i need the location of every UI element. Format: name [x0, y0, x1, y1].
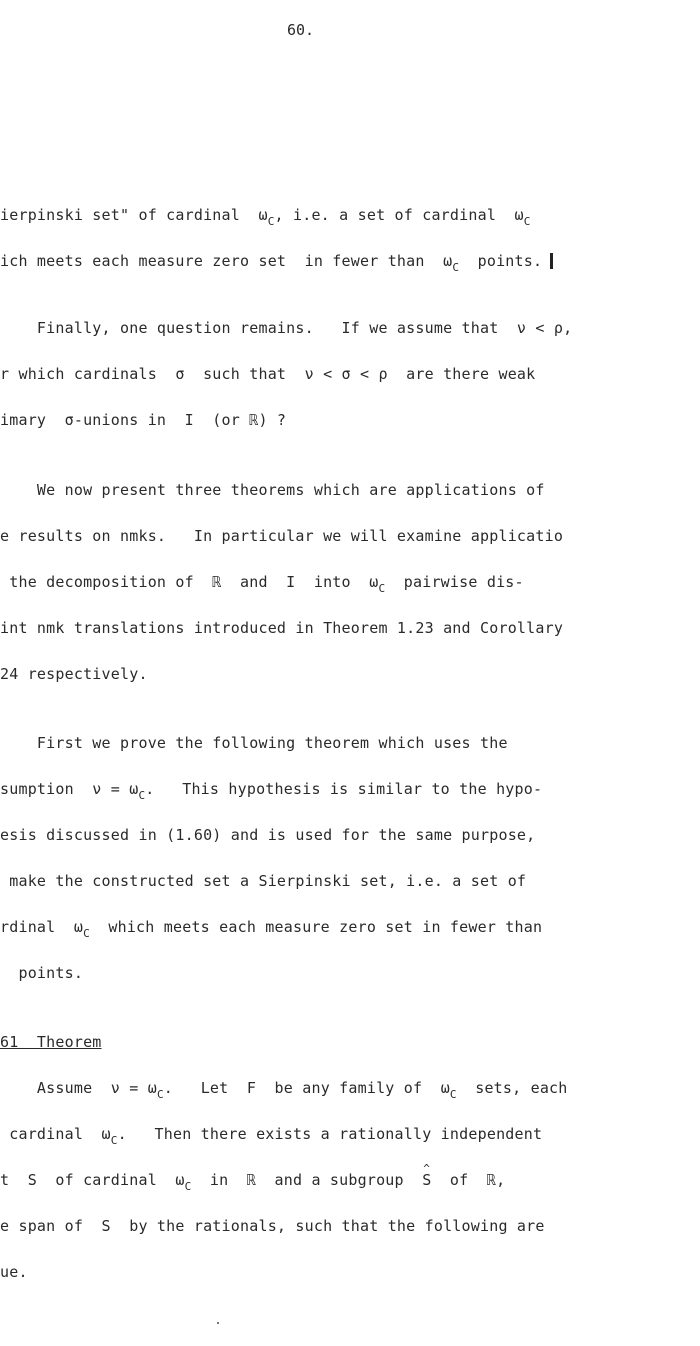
- text-span: . Then there exists a rationally independent: [117, 1125, 543, 1143]
- text-span: the decomposition of ℝ and I into ω: [0, 573, 379, 591]
- text-line-12: [0, 780, 543, 802]
- text-span: ich meets each measure zero set in fewer than ω: [0, 252, 453, 270]
- text-span: Assume ν = ω: [0, 1079, 157, 1097]
- subscript: C: [449, 1088, 457, 1101]
- text-line-20: [0, 1171, 506, 1193]
- end-of-proof-mark: [550, 253, 553, 269]
- page-number: 60.: [287, 21, 315, 39]
- text-line-15: [0, 918, 543, 940]
- text-span: points.: [459, 252, 543, 270]
- text-span: ierpinski set" of cardinal ω: [0, 206, 268, 224]
- text-span: which meets each measure zero set in fewer than: [89, 918, 543, 936]
- text-span: rdinal ω: [0, 918, 84, 936]
- text-line-1: [0, 206, 531, 228]
- text-line-13: esis discussed in (1.60) and is used for the same purpose,: [0, 826, 536, 844]
- text-line-18: [0, 1079, 568, 1101]
- subscript: C: [156, 1088, 164, 1101]
- text-span: . This hypothesis is similar to the hypo-: [145, 780, 543, 798]
- subscript: C: [378, 582, 386, 595]
- text-line-16: points.: [0, 964, 84, 982]
- scan-speck: [217, 1322, 219, 1324]
- text-line-7: e results on nmks. In particular we will examine applicatio: [0, 527, 564, 545]
- theorem-heading: 61 Theorem: [0, 1033, 102, 1051]
- text-line-10: 24 respectively.: [0, 665, 148, 683]
- text-span: in ℝ and a subgroup: [191, 1171, 423, 1189]
- subscript: C: [83, 927, 90, 940]
- text-line-4: r which cardinals σ such that ν < σ < ρ are there weak: [0, 365, 536, 383]
- text-line-9: int nmk translations introduced in Theorem 1.23 and Corollary: [0, 619, 564, 637]
- text-span: of ℝ,: [431, 1171, 506, 1189]
- subscript: C: [184, 1180, 192, 1193]
- text-line-11: First we prove the following theorem which uses the: [0, 734, 508, 752]
- subscript: C: [267, 215, 275, 228]
- text-span: , i.e. a set of cardinal ω: [274, 206, 524, 224]
- text-span: sumption ν = ω: [0, 780, 139, 798]
- text-line-8: [0, 573, 524, 595]
- text-span: pairwise dis-: [385, 573, 524, 591]
- subscript: C: [138, 789, 146, 802]
- text-line-14: make the constructed set a Sierpinski set, i.e. a set of: [0, 872, 527, 890]
- text-line-19: [0, 1125, 543, 1147]
- subscript: C: [452, 261, 460, 274]
- text-line-6: We now present three theorems which are applications of: [0, 481, 545, 499]
- subscript: C: [523, 215, 531, 228]
- text-span: t S of cardinal ω: [0, 1171, 185, 1189]
- text-span: . Let F be any family of ω: [163, 1079, 450, 1097]
- text-span: cardinal ω: [0, 1125, 111, 1143]
- subscript: C: [110, 1134, 118, 1147]
- text-line-22: ue.: [0, 1263, 28, 1281]
- text-line-2: [0, 252, 553, 274]
- s-hat-symbol: ^ S: [422, 1171, 431, 1189]
- text-line-3: Finally, one question remains. If we assume that ν < ρ,: [0, 319, 573, 337]
- text-line-5: imary σ-unions in I (or ℝ) ?: [0, 411, 287, 429]
- text-span: sets, each: [456, 1079, 568, 1097]
- text-line-21: e span of S by the rationals, such that the following are: [0, 1217, 545, 1235]
